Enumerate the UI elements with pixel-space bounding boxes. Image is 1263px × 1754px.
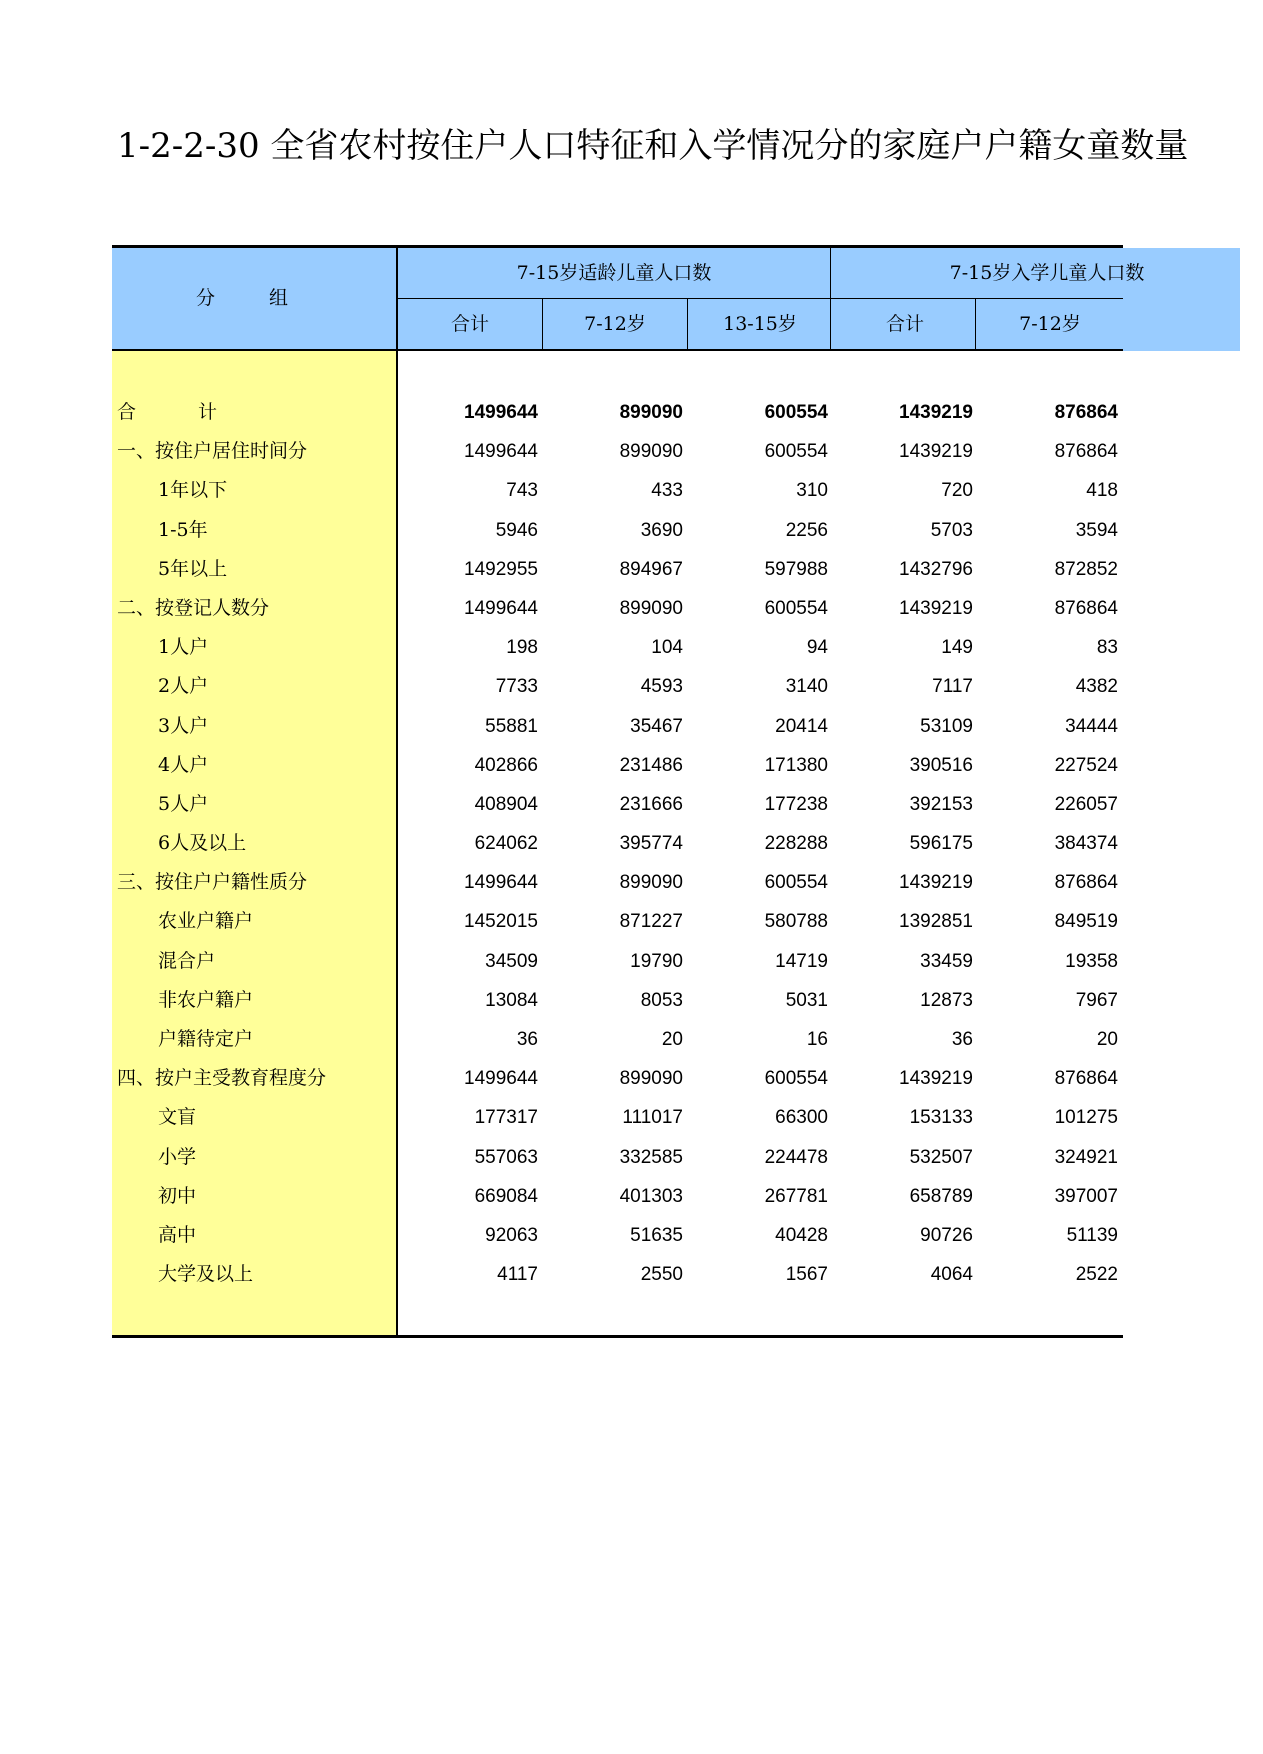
row-label: 混合户 [158,949,216,972]
cell-value: 1439219 [899,872,973,894]
cell-value: 876864 [1054,402,1118,423]
cell-value: 19790 [630,950,683,972]
cell-value: 20414 [775,715,828,737]
subheader-age-7-12-2: 7-12岁 [1019,313,1081,335]
cell-value: 177238 [764,793,828,815]
cell-value: 849519 [1054,911,1118,933]
table-row [112,785,1123,824]
row-label: 户籍待定户 [158,1028,254,1050]
header-group-school-age: 7-15岁适龄儿童人口数 [516,262,712,284]
cell-value: 1499644 [464,402,538,423]
cell-value: 36 [951,1029,973,1050]
subheader-age-7-12-1: 7-12岁 [584,313,646,335]
cell-value: 3140 [785,676,828,698]
table-row [112,902,1123,941]
header-bottom-rule [112,349,1123,351]
header-sub-divider [975,298,976,349]
group-column-header: 分 组 [195,287,313,309]
table-row [112,1255,1123,1294]
cell-value: 899090 [619,402,683,423]
page-title: 1-2-2-30 全省农村按住户人口特征和入学情况分的家庭户户籍女童数量 [117,126,1189,166]
table-body [112,393,1123,1294]
table-row [112,511,1123,550]
subheader-total-1: 合计 [450,313,489,335]
cell-value: 227524 [1054,754,1118,776]
header-sub-divider [687,298,688,349]
cell-value: 600554 [764,402,828,423]
cell-value: 35467 [630,715,683,737]
cell-value: 310 [796,480,828,502]
table-row [112,628,1123,667]
header-group-divider [830,248,831,349]
row-label: 一、按住户居住时间分 [117,440,308,463]
cell-value: 600554 [764,1068,828,1090]
cell-value: 177317 [474,1107,538,1129]
cell-value: 66300 [775,1107,828,1129]
cell-value: 111017 [622,1107,683,1129]
cell-value: 596175 [909,833,973,855]
cell-value: 600554 [764,872,828,894]
cell-value: 51635 [630,1224,683,1246]
cell-value: 876864 [1054,1068,1118,1090]
cell-value: 1499644 [464,441,538,463]
table-row [112,471,1123,510]
row-label: 小学 [158,1145,197,1168]
cell-value: 392153 [909,793,973,815]
cell-value: 899090 [619,872,683,894]
cell-value: 5703 [930,519,973,541]
header-sub-divider [542,298,543,349]
cell-value: 876864 [1054,441,1118,463]
table-row [112,1177,1123,1216]
cell-value: 4117 [497,1264,538,1286]
cell-value: 51139 [1066,1224,1118,1246]
cell-value: 1499644 [464,1068,538,1090]
cell-value: 1439219 [899,402,973,423]
cell-value: 153133 [909,1107,973,1129]
cell-value: 7967 [1075,989,1118,1011]
table-row [112,746,1123,785]
row-label: 2人户 [158,675,209,698]
table-row [112,589,1123,628]
row-label: 高中 [158,1223,197,1246]
cell-value: 16 [806,1029,828,1050]
cell-value: 94 [806,637,828,659]
cell-value: 13084 [485,989,538,1011]
cell-value: 395774 [619,833,683,855]
row-label: 6人及以上 [158,832,247,855]
cell-value: 34509 [485,950,538,972]
cell-value: 1392851 [899,911,973,933]
cell-value: 7733 [495,676,538,698]
cell-value: 4382 [1075,676,1118,698]
row-label: 三、按住户户籍性质分 [117,871,308,894]
cell-value: 876864 [1054,872,1118,894]
row-label: 3人户 [158,714,209,737]
table-bottom-rule [112,1335,1123,1338]
cell-value: 7117 [932,676,973,698]
cell-value: 2522 [1075,1264,1118,1286]
cell-value: 1567 [785,1264,828,1286]
row-label: 合 计 [117,401,246,423]
cell-value: 5031 [785,989,828,1011]
header-mid-rule [398,298,1123,299]
cell-value: 231486 [619,754,683,776]
cell-value: 876864 [1054,597,1118,619]
table-row [112,942,1123,981]
row-label: 4人户 [158,753,209,776]
cell-value: 872852 [1054,558,1118,580]
table-row [112,824,1123,863]
cell-value: 198 [506,637,538,659]
cell-value: 894967 [619,558,683,580]
cell-value: 402866 [474,754,538,776]
cell-value: 600554 [764,441,828,463]
cell-value: 2550 [640,1264,683,1286]
cell-value: 324921 [1054,1146,1118,1168]
cell-value: 401303 [619,1185,683,1207]
table-row [112,707,1123,746]
cell-value: 899090 [619,1068,683,1090]
cell-value: 658789 [909,1185,973,1207]
row-label: 1年以下 [158,479,228,502]
cell-value: 332585 [619,1146,683,1168]
cell-value: 1432796 [899,558,973,580]
row-label: 1人户 [158,636,209,659]
row-label: 大学及以上 [158,1263,254,1286]
cell-value: 743 [506,480,538,502]
cell-value: 1499644 [464,872,538,894]
table-row [112,981,1123,1020]
cell-value: 224478 [764,1146,828,1168]
row-label: 二、按登记人数分 [117,596,270,619]
table-row [112,1098,1123,1137]
cell-value: 1439219 [899,1068,973,1090]
cell-value: 418 [1086,480,1118,502]
cell-value: 4064 [930,1264,973,1286]
cell-value: 1492955 [464,558,538,580]
table-row [112,1216,1123,1255]
cell-value: 33459 [920,950,973,972]
cell-value: 4593 [640,676,683,698]
cell-value: 3594 [1075,519,1118,541]
statistics-table [112,245,1145,1338]
cell-value: 83 [1096,637,1118,659]
cell-value: 2256 [785,519,828,541]
cell-value: 720 [941,480,973,502]
table-row [112,1020,1123,1059]
cell-value: 1499644 [464,597,538,619]
cell-value: 40428 [775,1224,828,1246]
cell-value: 19358 [1065,950,1118,972]
cell-value: 92063 [485,1224,538,1246]
cell-value: 36 [516,1029,538,1050]
cell-value: 532507 [909,1146,973,1168]
cell-value: 101275 [1054,1107,1118,1129]
cell-value: 20 [1096,1029,1118,1050]
subheader-total-2: 合计 [885,313,924,335]
table-row [112,1059,1123,1098]
cell-value: 433 [651,480,683,502]
table-row [112,550,1123,589]
cell-value: 149 [941,637,973,659]
cell-value: 669084 [474,1185,538,1207]
cell-value: 171380 [764,754,828,776]
row-label: 农业户籍户 [158,910,254,933]
row-label: 初中 [158,1184,197,1207]
row-label: 非农户籍户 [158,988,254,1011]
cell-value: 8053 [640,989,683,1011]
cell-value: 899090 [619,441,683,463]
cell-value: 1439219 [899,441,973,463]
cell-value: 90726 [920,1224,973,1246]
cell-value: 384374 [1054,833,1118,855]
table-row [112,863,1123,902]
cell-value: 20 [661,1029,683,1050]
row-label: 5人户 [158,792,209,815]
cell-value: 5946 [495,519,538,541]
cell-value: 53109 [920,715,973,737]
cell-value: 267781 [764,1185,828,1207]
subheader-age-13-15-1: 13-15岁 [723,313,797,335]
cell-value: 228288 [764,833,828,855]
cell-value: 899090 [619,597,683,619]
table-row [112,667,1123,706]
cell-value: 12873 [920,989,973,1011]
cell-value: 390516 [909,754,973,776]
cell-value: 408904 [474,793,538,815]
row-label: 文盲 [158,1106,197,1129]
cell-value: 226057 [1054,793,1118,815]
table-row [112,432,1123,471]
cell-value: 557063 [474,1146,538,1168]
cell-value: 104 [651,637,683,659]
table-total-row [112,393,1123,432]
cell-value: 3690 [640,519,683,541]
cell-value: 580788 [764,911,828,933]
row-label: 5年以上 [158,557,228,580]
cell-value: 1439219 [899,597,973,619]
cell-value: 597988 [764,558,828,580]
cell-value: 14719 [775,950,828,972]
cell-value: 55881 [485,715,538,737]
cell-value: 34444 [1065,715,1118,737]
cell-value: 871227 [619,911,683,933]
cell-value: 600554 [764,597,828,619]
cell-value: 1452015 [464,911,538,933]
row-label: 1-5年 [158,518,208,541]
row-label: 四、按户主受教育程度分 [117,1067,327,1090]
cell-value: 624062 [474,833,538,855]
cell-value: 397007 [1054,1185,1118,1207]
table-row [112,1138,1123,1177]
header-group-enrolled: 7-15岁入学儿童人口数 [949,262,1145,284]
cell-value: 231666 [619,793,683,815]
